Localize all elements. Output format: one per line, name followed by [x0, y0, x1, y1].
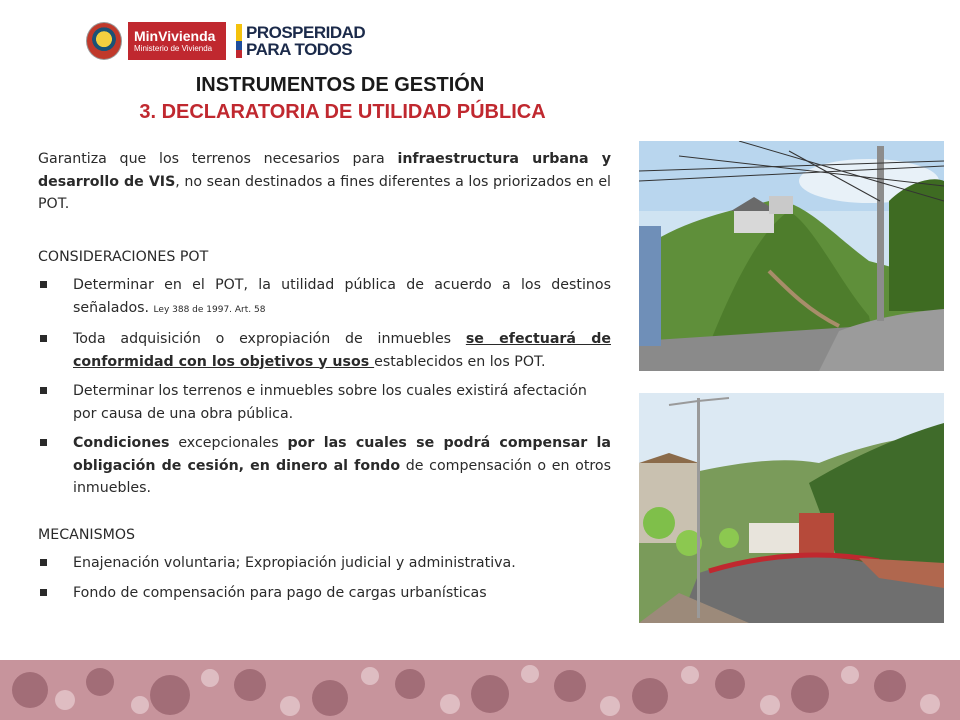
- minvivienda-logo-sub: Ministerio de Vivienda: [134, 43, 213, 53]
- item-text-2: de compensación o en otros inmuebles.: [73, 457, 611, 496]
- list-item: [38, 380, 611, 425]
- site-photo-current: [639, 141, 944, 371]
- consideraciones-list: [38, 274, 611, 500]
- bullet-square-icon: [40, 559, 47, 566]
- minvivienda-logo: [128, 22, 226, 60]
- prosperidad-logo-line1: PROSPERIDAD: [246, 23, 366, 42]
- page-subtitle: 3. DECLARATORIA DE UTILIDAD PÚBLICA: [139, 101, 546, 123]
- item-text: Determinar en el POT, la utilidad pública de acuerdo a los destinos señalados.: [73, 277, 611, 316]
- item-bold-2: por las cuales se podrá compensar la obligación de cesión, en dinero al fondo: [73, 435, 611, 474]
- intro-text-1: Garantiza que los terrenos necesarios para: [38, 151, 398, 167]
- site-photo-project: [639, 393, 944, 623]
- mecanismos-heading: MECANISMOS: [38, 526, 136, 543]
- bullet-square-icon: [40, 281, 47, 288]
- minvivienda-logo-name: MinVivienda: [134, 27, 216, 44]
- colombia-crest-icon: [86, 22, 122, 60]
- prosperidad-logo-line2: PARA TODOS: [246, 40, 353, 59]
- list-item: [38, 432, 611, 500]
- item-text-post: establecidos en los POT.: [374, 353, 546, 370]
- intro-bold: infraestructura urbana y desarrollo de VIS: [38, 151, 611, 190]
- item-text-1: excepcionales: [169, 435, 288, 451]
- legal-reference: Ley 388 de 1997. Art. 58: [153, 304, 266, 315]
- page-title: INSTRUMENTOS DE GESTIÓN: [195, 74, 485, 96]
- intro-paragraph: [38, 148, 611, 216]
- list-item: [38, 582, 611, 605]
- bullet-square-icon: [40, 589, 47, 596]
- mecanismos-list: [38, 552, 611, 604]
- item-text: Determinar los terrenos e inmuebles sobre los cuales existirá afectación por causa de una obra pública.: [73, 383, 587, 422]
- consideraciones-heading: CONSIDERACIONES POT: [38, 248, 209, 265]
- item-text: Enajenación voluntaria; Expropiación judicial y administrativa.: [73, 555, 516, 571]
- slide-body: [38, 148, 611, 611]
- logo-bar: [86, 20, 365, 62]
- list-item: [38, 552, 611, 575]
- intro-text-2: , no sean destinados a fines diferentes a los priorizados en el POT.: [38, 173, 611, 212]
- item-text-underlined: se efectuará de conformidad con los objetivos y usos: [73, 331, 611, 370]
- item-text: Fondo de compensación para pago de cargas urbanísticas: [73, 584, 487, 601]
- bullet-square-icon: [40, 439, 47, 446]
- item-bold-1: Condiciones: [73, 435, 170, 451]
- footer-banner: [0, 660, 960, 720]
- item-text-pre: Toda adquisición o expropiación de inmuebles: [73, 331, 466, 347]
- list-item: [38, 274, 611, 321]
- bullet-square-icon: [40, 387, 47, 394]
- prosperidad-logo: [246, 24, 365, 58]
- colombia-flag-icon: [236, 24, 242, 58]
- list-item: [38, 328, 611, 373]
- bullet-square-icon: [40, 335, 47, 342]
